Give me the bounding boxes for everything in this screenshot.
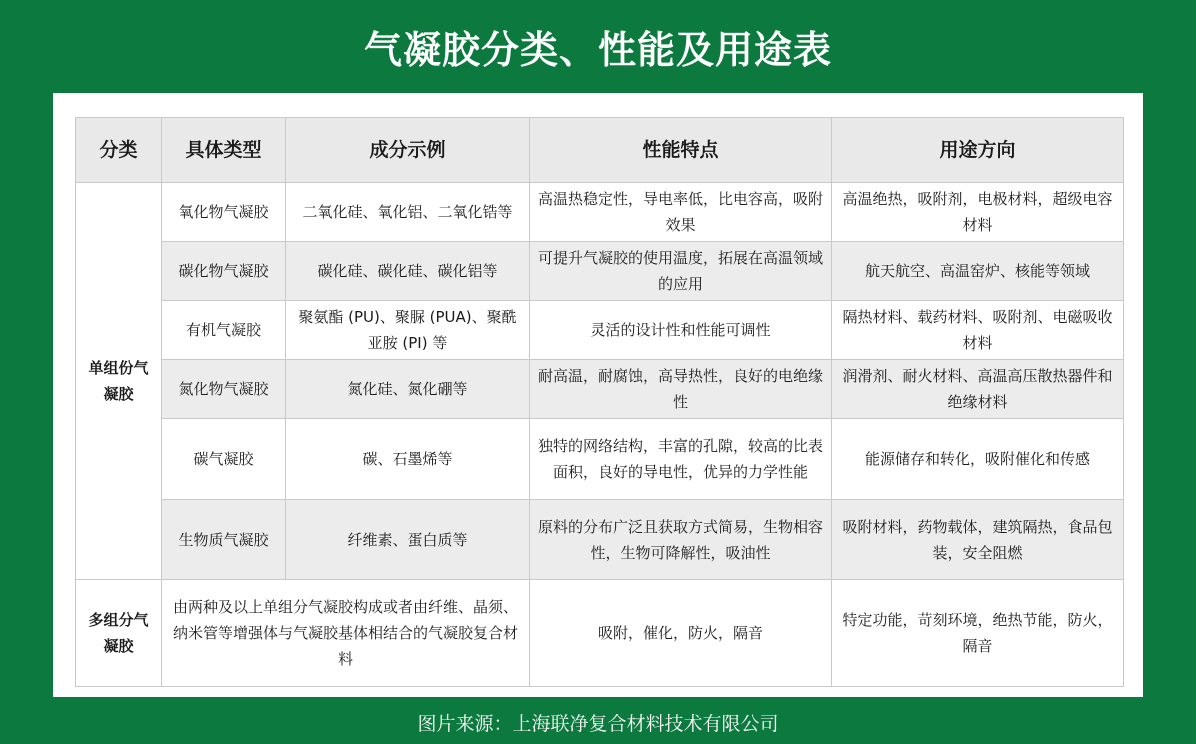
properties-cell: 原料的分布广泛且获取方式简易，生物相容性，生物可降解性，吸油性 — [530, 500, 832, 580]
header-category: 分类 — [76, 118, 162, 183]
multi-description-cell: 由两种及以上单组分气凝胶构成或者由纤维、晶须、纳米管等增强体与气凝胶基体相结合的气凝胶复合材料 — [162, 580, 530, 687]
applications-cell: 隔热材料、载药材料、吸附剂、电磁吸收材料 — [832, 301, 1124, 360]
properties-cell: 耐高温，耐腐蚀，高导热性，良好的电绝缘性 — [530, 360, 832, 419]
aerogel-table — [75, 117, 1124, 687]
applications-cell: 润滑剂、耐火材料、高温高压散热器件和绝缘材料 — [832, 360, 1124, 419]
composition-cell: 纤维素、蛋白质等 — [286, 500, 530, 580]
header-type: 具体类型 — [162, 118, 286, 183]
table-row — [76, 183, 1124, 242]
page-title: 气凝胶分类、性能及用途表 — [363, 27, 832, 72]
properties-cell: 高温热稳定性，导电率低，比电容高，吸附效果 — [530, 183, 832, 242]
properties-cell: 可提升气凝胶的使用温度，拓展在高温领域的应用 — [530, 242, 832, 301]
table-row — [76, 419, 1124, 500]
header-composition: 成分示例 — [286, 118, 530, 183]
properties-cell: 吸附，催化，防火，隔音 — [530, 580, 832, 687]
properties-cell: 灵活的设计性和性能可调性 — [530, 301, 832, 360]
type-cell: 生物质气凝胶 — [162, 500, 286, 580]
header-applications: 用途方向 — [832, 118, 1124, 183]
table-row — [76, 301, 1124, 360]
header-properties: 性能特点 — [530, 118, 832, 183]
type-cell: 氮化物气凝胶 — [162, 360, 286, 419]
type-cell: 氧化物气凝胶 — [162, 183, 286, 242]
applications-cell: 吸附材料，药物载体，建筑隔热，食品包装，安全阻燃 — [832, 500, 1124, 580]
properties-cell: 独特的网络结构，丰富的孔隙，较高的比表面积，良好的导电性，优异的力学性能 — [530, 419, 832, 500]
composition-cell: 氮化硅、氮化硼等 — [286, 360, 530, 419]
composition-cell: 聚氨酯 (PU)、聚脲 (PUA)、聚酰亚胺 (PI) 等 — [286, 301, 530, 360]
table-row — [76, 580, 1124, 687]
category-cell-multi: 多组分气凝胶 — [76, 580, 162, 687]
table-row — [76, 360, 1124, 419]
type-cell: 碳气凝胶 — [162, 419, 286, 500]
table-panel — [53, 93, 1143, 697]
type-cell: 碳化物气凝胶 — [162, 242, 286, 301]
applications-cell: 特定功能，苛刻环境，绝热节能，防火，隔音 — [832, 580, 1124, 687]
table-header-row — [76, 118, 1124, 183]
table-row — [76, 500, 1124, 580]
applications-cell: 能源储存和转化，吸附催化和传感 — [832, 419, 1124, 500]
composition-cell: 碳、石墨烯等 — [286, 419, 530, 500]
source-caption: 图片来源：上海联净复合材料技术有限公司 — [417, 712, 779, 735]
category-cell-single: 单组份气凝胶 — [76, 183, 162, 580]
table-row — [76, 242, 1124, 301]
composition-cell: 碳化硅、碳化硅、碳化铝等 — [286, 242, 530, 301]
applications-cell: 高温绝热，吸附剂，电极材料，超级电容材料 — [832, 183, 1124, 242]
applications-cell: 航天航空、高温窑炉、核能等领域 — [832, 242, 1124, 301]
type-cell: 有机气凝胶 — [162, 301, 286, 360]
composition-cell: 二氧化硅、氧化铝、二氧化锆等 — [286, 183, 530, 242]
